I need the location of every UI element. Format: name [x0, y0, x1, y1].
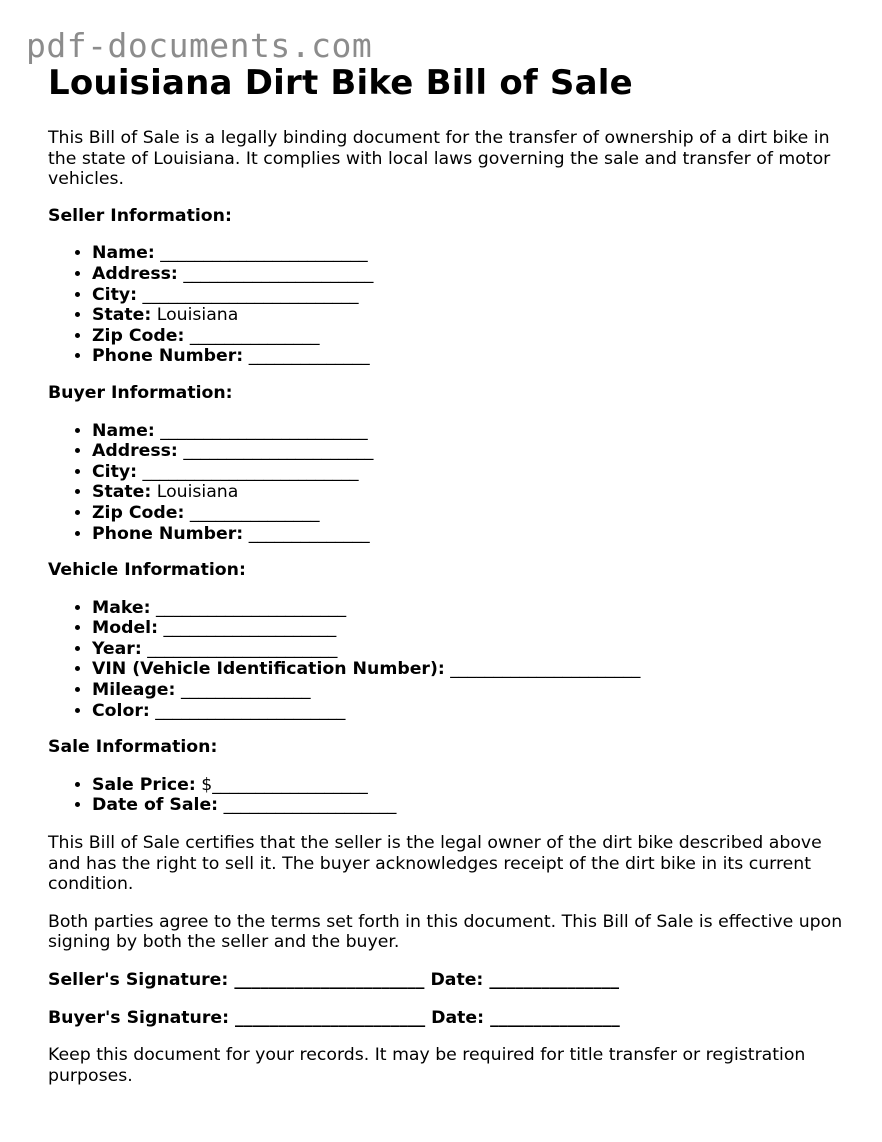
field-label: State: — [92, 305, 152, 326]
signature-label: Seller's Signature: — [48, 970, 229, 990]
buyer-fields — [48, 421, 848, 545]
signature-blank: ______________________ — [235, 1007, 426, 1028]
vehicle-make-field — [92, 598, 848, 619]
field-label: Name: — [92, 420, 155, 441]
seller-signature-line — [48, 970, 848, 991]
buyer-address-field — [92, 441, 848, 462]
buyer-name-field — [92, 421, 848, 442]
signature-blank: ______________________ — [234, 970, 425, 990]
buyer-phone-field — [92, 524, 848, 545]
field-label: Make: — [92, 597, 151, 618]
buyer-zip-field — [92, 503, 848, 524]
field-value: ______________ — [248, 523, 370, 544]
field-value: ______________________ — [450, 659, 641, 680]
field-label: Phone Number: — [92, 346, 244, 367]
sale-fields — [48, 775, 848, 816]
field-label: Phone Number: — [92, 523, 244, 544]
field-value: ______________________ — [147, 638, 338, 659]
agreement-paragraph: Both parties agree to the terms set forth in this document. This Bill of Sale is effective upon signing by both the seller and the buyer. — [48, 911, 843, 953]
field-label: Color: — [92, 700, 150, 721]
seller-zip-field — [92, 326, 848, 347]
closing-paragraph: Keep this document for your records. It may be required for title transfer or registration purposes. — [48, 1045, 806, 1086]
field-label: State: — [92, 482, 152, 503]
seller-phone-field — [92, 346, 848, 367]
certification-paragraph: This Bill of Sale certifies that the seller is the legal owner of the dirt bike described above and has the right to sell it. The buyer acknowledges receipt of the dirt bike in its current condition. — [48, 833, 822, 895]
field-label: Address: — [92, 441, 178, 462]
seller-fields — [48, 243, 848, 367]
vehicle-year-field — [92, 639, 848, 660]
seller-address-field — [92, 264, 848, 285]
intro-paragraph: This Bill of Sale is a legally binding document for the transfer of ownership of a dirt bike in the state of Louisiana. It complies with local laws governing the sale and transfer of motor vehicles. — [48, 128, 831, 190]
field-value: $__________________ — [201, 774, 368, 795]
field-value: _________________________ — [142, 284, 359, 305]
field-label: VIN (Vehicle Identification Number): — [92, 659, 445, 680]
signature-label: Buyer's Signature: — [48, 1007, 229, 1028]
document-page — [48, 60, 848, 1086]
buyer-signature-line — [48, 1008, 848, 1029]
field-value: ________________________ — [160, 420, 368, 441]
field-value: ______________________ — [183, 441, 374, 462]
field-label: Address: — [92, 263, 178, 284]
buyer-heading: Buyer Information: — [48, 382, 233, 403]
field-value: _________________________ — [142, 461, 359, 482]
document-title: Louisiana Dirt Bike Bill of Sale — [48, 63, 633, 103]
seller-city-field — [92, 285, 848, 306]
field-label: Mileage: — [92, 680, 176, 701]
vehicle-model-field — [92, 618, 848, 639]
sale-price-field — [92, 775, 848, 796]
date-label: Date: — [431, 1007, 485, 1028]
date-blank: _______________ — [490, 1007, 620, 1028]
field-label: City: — [92, 461, 138, 482]
field-label: Zip Code: — [92, 502, 185, 523]
field-value: ________________________ — [160, 243, 368, 264]
field-label: Name: — [92, 243, 155, 264]
field-value: ____________________ — [163, 618, 337, 639]
field-value: Louisiana — [156, 482, 239, 503]
field-label: Date of Sale: — [92, 795, 219, 816]
date-blank: _______________ — [489, 970, 619, 990]
seller-state-field — [92, 305, 848, 326]
field-value: _______________ — [189, 502, 320, 523]
field-value: _______________ — [189, 325, 320, 346]
field-label: Sale Price: — [92, 774, 196, 795]
field-value: ____________________ — [223, 795, 397, 816]
field-value: ______________________ — [156, 597, 347, 618]
vehicle-mileage-field — [92, 680, 848, 701]
buyer-state-field — [92, 482, 848, 503]
seller-name-field — [92, 243, 848, 264]
field-label: City: — [92, 284, 138, 305]
field-value: ______________________ — [183, 263, 374, 284]
field-label: Model: — [92, 618, 158, 639]
field-value: ______________________ — [155, 700, 346, 721]
field-label: Year: — [92, 638, 142, 659]
vehicle-heading: Vehicle Information: — [48, 560, 246, 581]
sale-date-field — [92, 795, 848, 816]
field-value: _______________ — [180, 680, 311, 701]
field-label: Zip Code: — [92, 325, 185, 346]
buyer-city-field — [92, 462, 848, 483]
date-label: Date: — [430, 970, 484, 990]
watermark: pdf-documents.com — [26, 26, 373, 65]
field-value: ______________ — [248, 346, 370, 367]
vehicle-fields — [48, 598, 848, 722]
field-value: Louisiana — [156, 305, 239, 326]
seller-heading: Seller Information: — [48, 205, 232, 226]
vehicle-vin-field — [92, 659, 848, 680]
vehicle-color-field — [92, 701, 848, 722]
sale-heading: Sale Information: — [48, 737, 218, 758]
